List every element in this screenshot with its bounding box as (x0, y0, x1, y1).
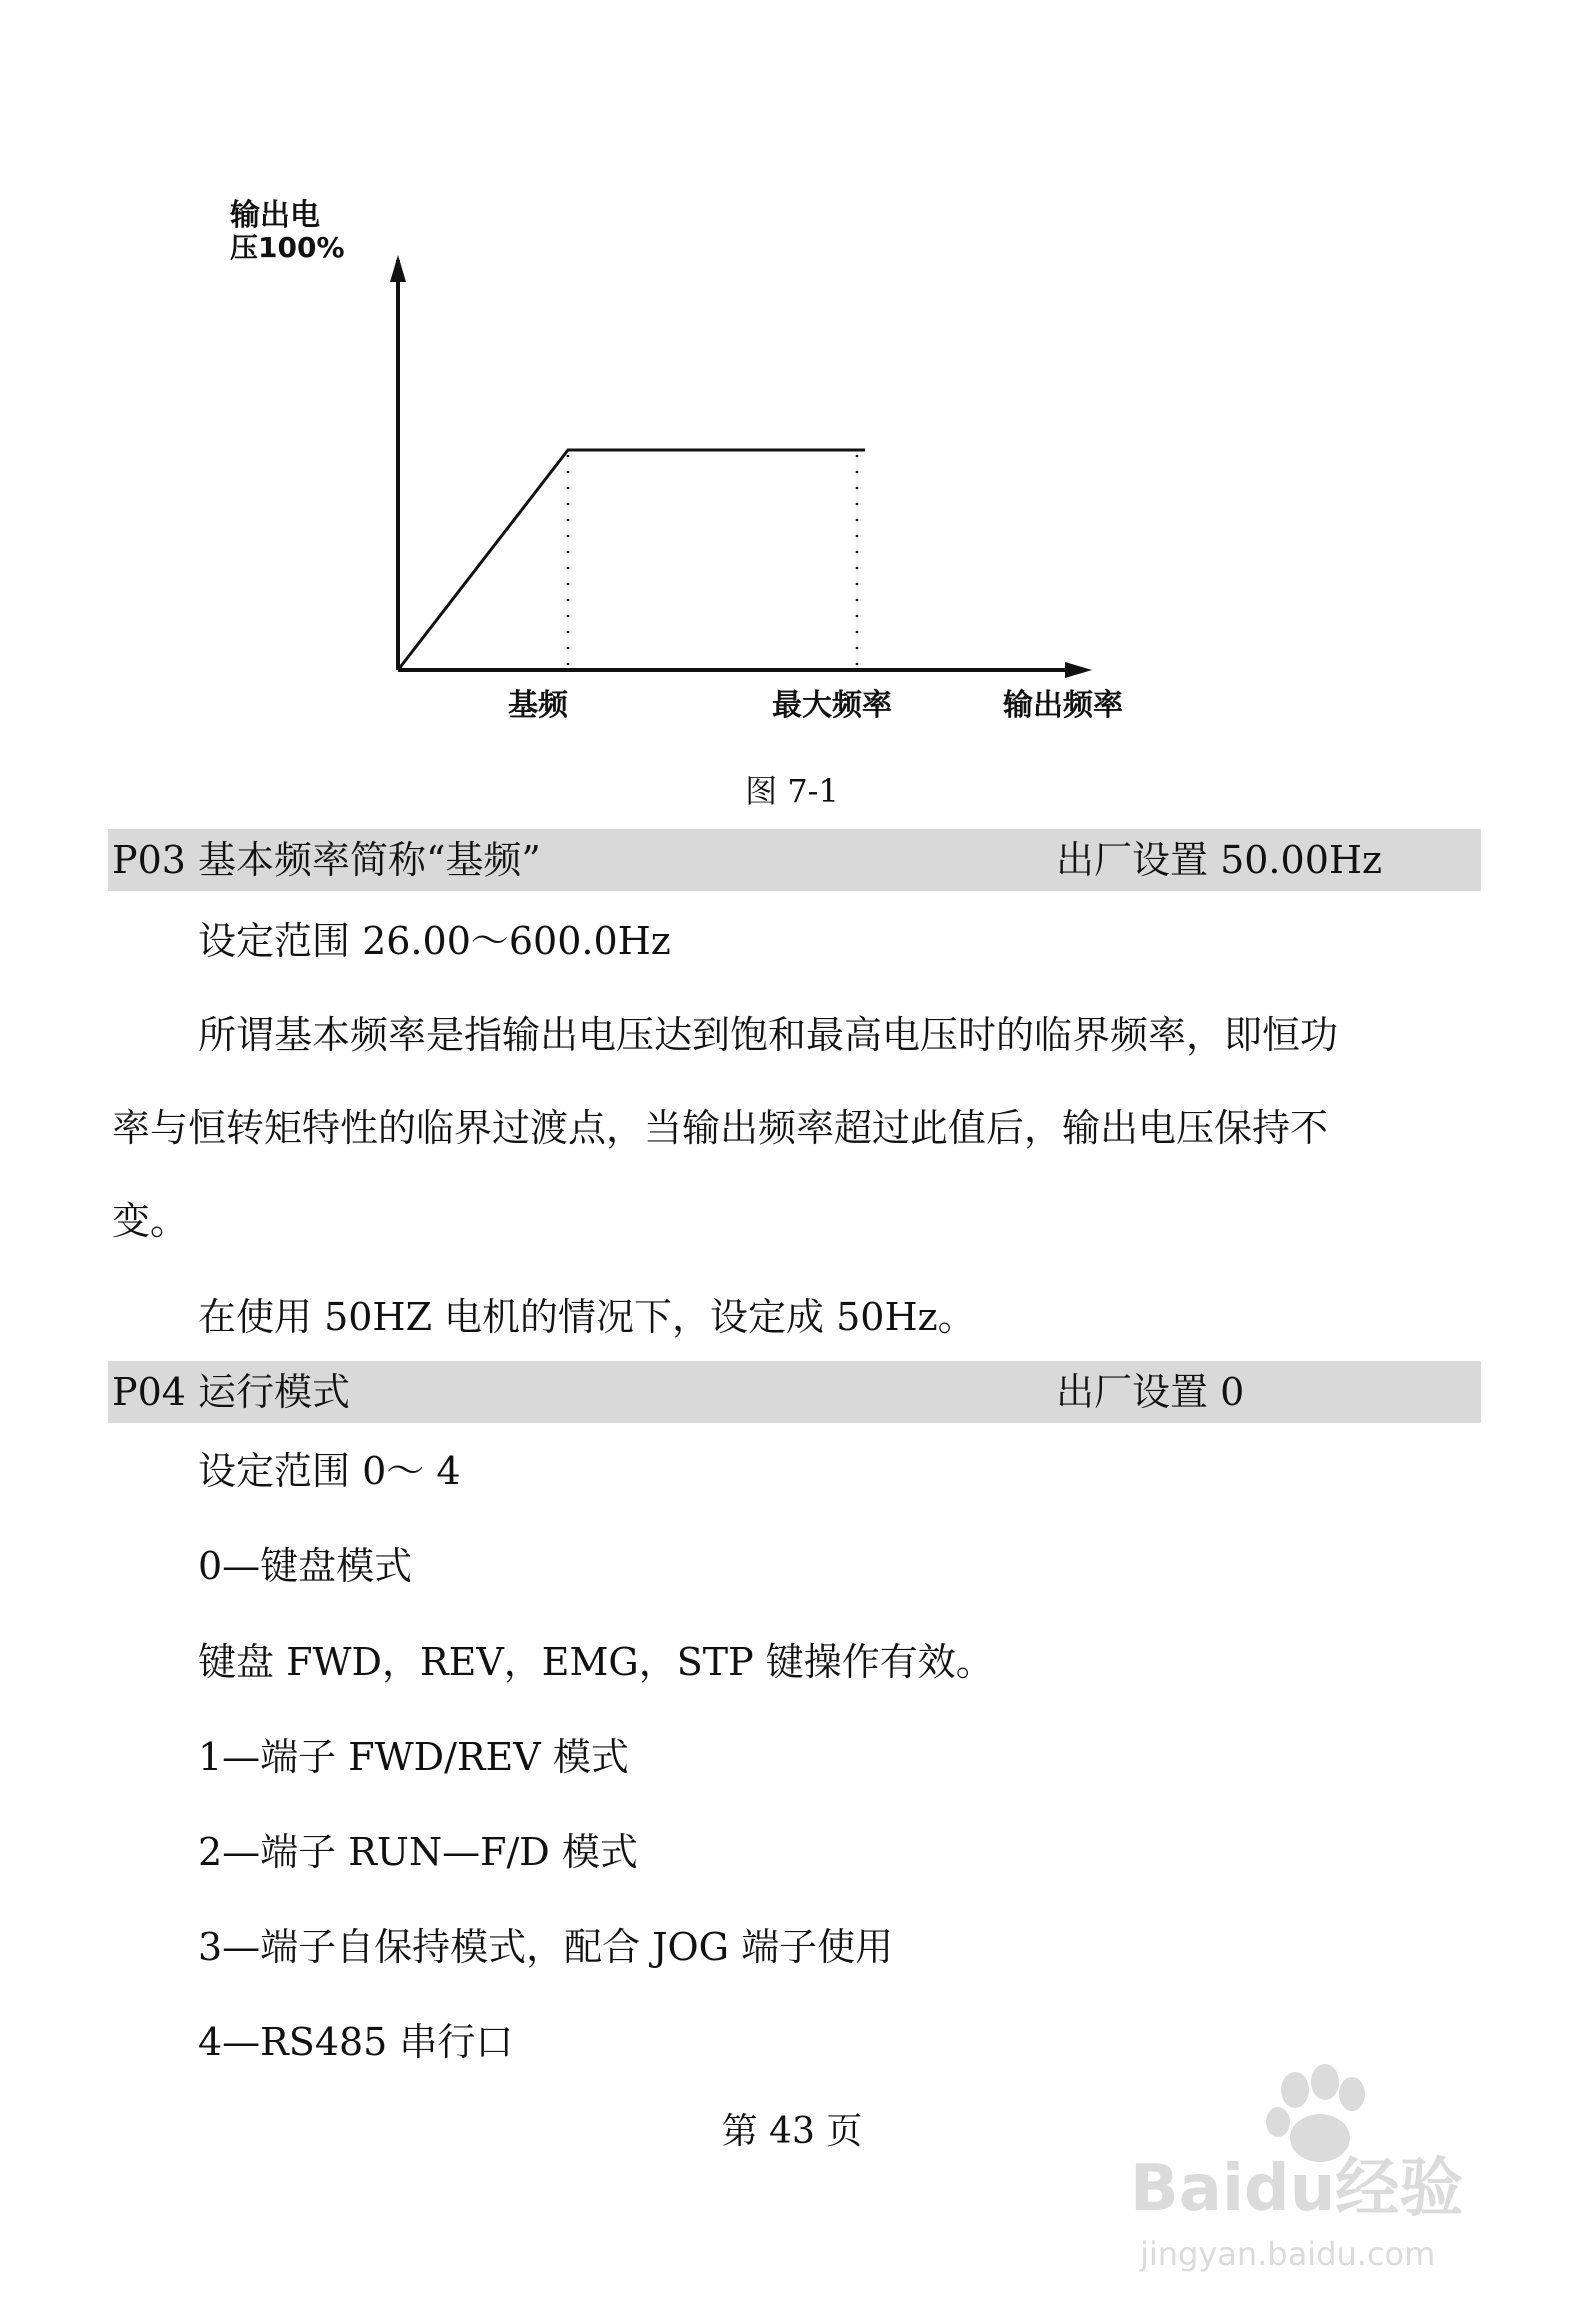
paw-icon (1266, 2064, 1365, 2162)
y-axis-arrow-icon (390, 255, 406, 282)
p04-option-desc: 键盘 FWD，REV，EMG，STP 键操作有效。 (198, 1640, 994, 1684)
watermark-brand: Baidu经验 (1130, 2152, 1464, 2226)
p04-option: 0—键盘模式 (198, 1544, 413, 1588)
p04-option: 1—端子 FWD/REV 模式 (198, 1735, 629, 1779)
param-name: P03 基本频率简称“基频” (112, 838, 541, 882)
param-name: P04 运行模式 (112, 1370, 351, 1414)
x-axis-arrow-icon (1065, 662, 1092, 678)
p03-note: 在使用 50HZ 电机的情况下，设定成 50Hz。 (198, 1295, 976, 1339)
p03-range: 设定范围 26.00～600.0Hz (198, 919, 671, 963)
param-default: 出厂设置 0 (1056, 1370, 1245, 1414)
param-default: 出厂设置 50.00Hz (1056, 838, 1383, 882)
p03-desc-line: 率与恒转矩特性的临界过渡点，当输出频率超过此值后，输出电压保持不 (112, 1106, 1329, 1150)
baidu-watermark (1120, 2060, 1540, 2280)
p03-desc-line: 变。 (112, 1199, 189, 1243)
page-number: 第 43 页 (721, 2111, 863, 2152)
vf-curve-line (398, 450, 865, 670)
p04-option: 2—端子 RUN—F/D 模式 (198, 1830, 638, 1874)
p04-option: 4—RS485 串行口 (198, 2020, 514, 2064)
p03-desc-line: 所谓基本频率是指输出电压达到饱和最高电压时的临界频率，即恒功 (198, 1013, 1339, 1057)
watermark-url: jingyan.baidu.com (1140, 2235, 1436, 2273)
param-header-p04 (108, 1361, 1481, 1423)
p04-range: 设定范围 0～ 4 (198, 1449, 461, 1493)
x-axis-label: 输出频率 (1003, 688, 1123, 723)
figure-caption: 图 7-1 (745, 772, 839, 810)
p04-option: 3—端子自保持模式，配合 JOG 端子使用 (198, 1925, 894, 1969)
y-axis-label-1: 输出电 (230, 198, 320, 233)
base-freq-label: 基频 (508, 688, 568, 723)
y-axis-label-2: 压100% (230, 231, 345, 264)
param-header-p03 (108, 829, 1481, 891)
vf-curve-figure (190, 160, 1190, 730)
max-freq-label: 最大频率 (772, 688, 892, 723)
